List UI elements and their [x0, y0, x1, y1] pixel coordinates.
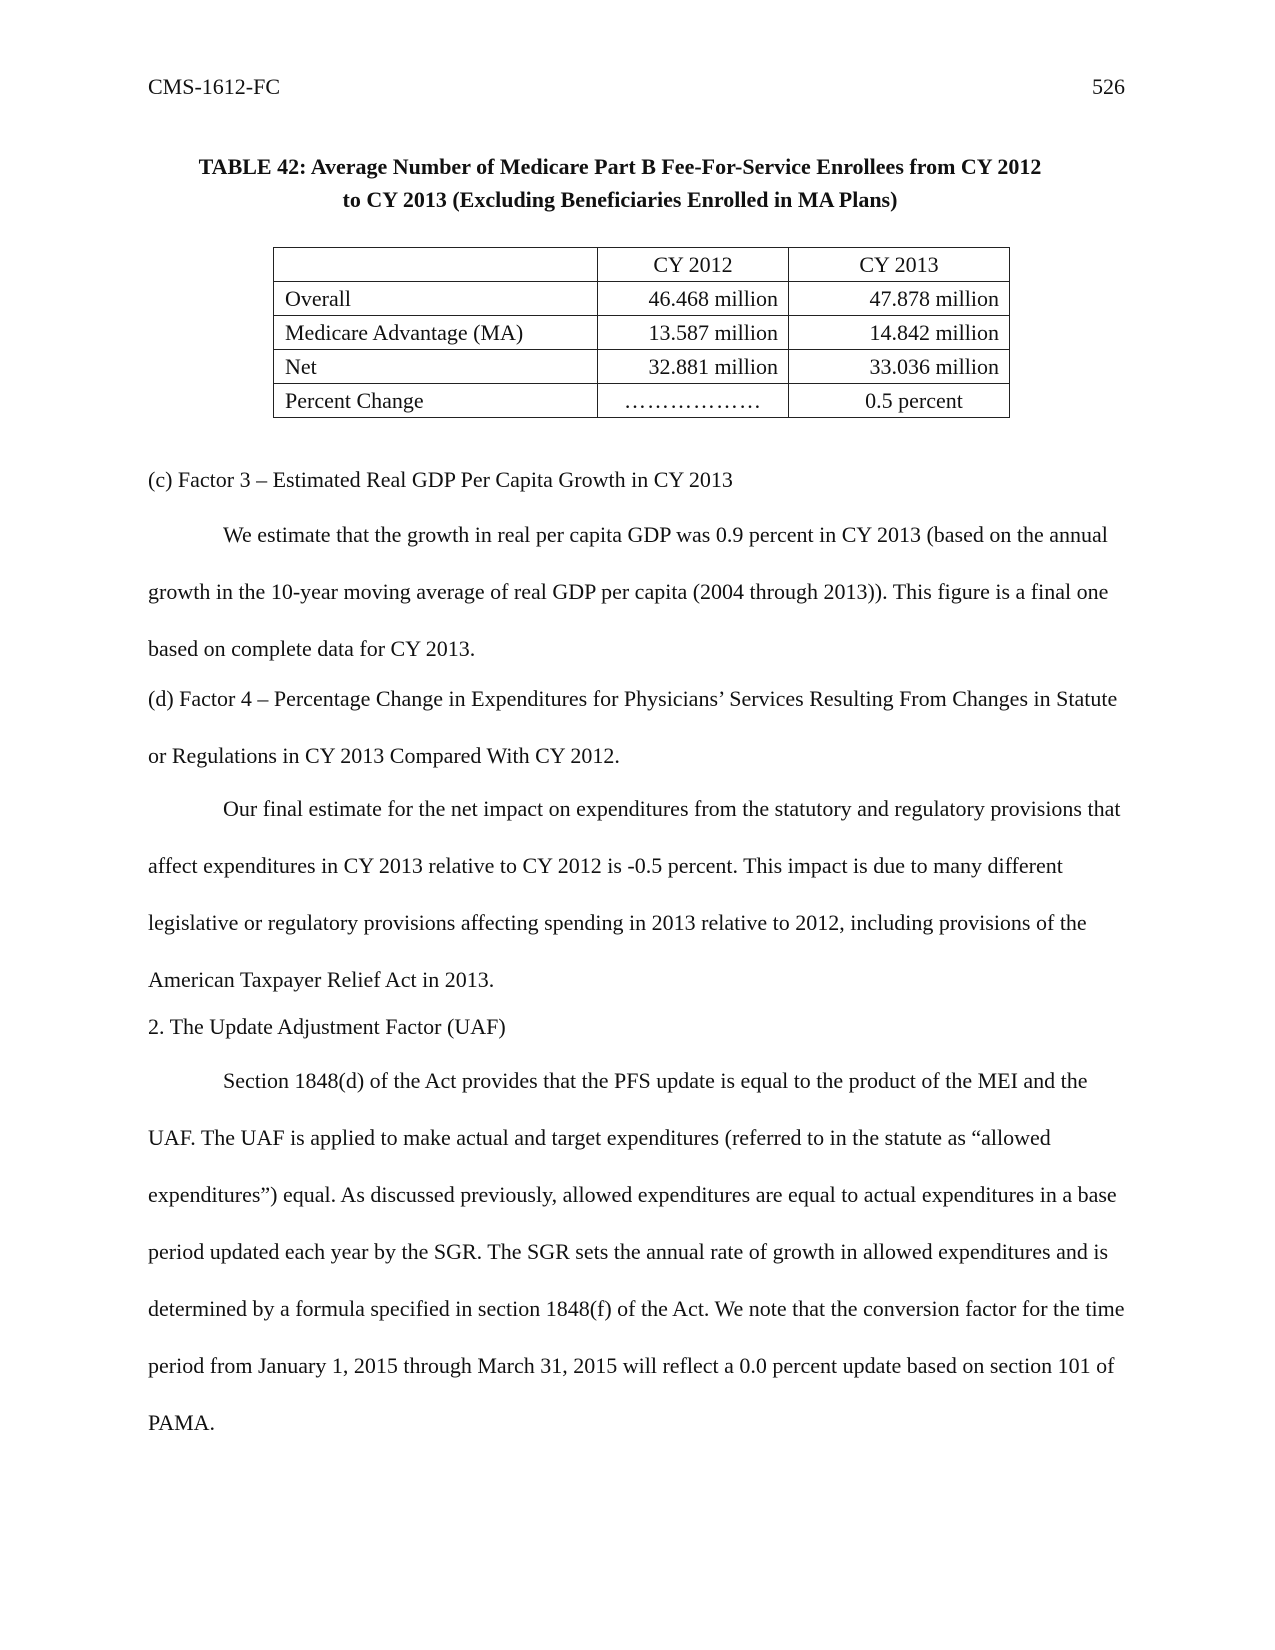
factor3-paragraph: We estimate that the growth in real per capita GDP was 0.9 percent in CY 2013 (based on the annual growth in the 10-year moving average of real GDP per capita (2004 through 2013)). This figure is a final one based on complete data for CY 2013. [148, 522, 1109, 661]
factor4-paragraph: Our final estimate for the net impact on expenditures from the statutory and regulatory provisions that affect expenditures in CY 2013 relative to CY 2012 is -0.5 percent. This impact is due to many different legislative or regulatory provisions affecting spending in 2013 relative to 2012, including provisions of the American Taxpayer Relief Act in 2013. [148, 796, 1121, 992]
header-cell-cy2013: CY 2013 [789, 248, 1010, 282]
cell-cy2012: 32.881 million [598, 350, 789, 384]
factor4-heading: (d) Factor 4 – Percentage Change in Expenditures for Physicians’ Services Resulting From Changes in Statute or Regulations in CY 2013 Compared With CY 2012. [148, 686, 1118, 768]
table-title [120, 150, 1120, 216]
page-number: 526 [1092, 74, 1125, 99]
document-id: CMS-1612-FC [148, 74, 281, 99]
row-label: Overall [274, 282, 598, 316]
table-row [274, 384, 1010, 418]
cell-cy2013: 33.036 million [789, 350, 1010, 384]
header-cell-cy2012: CY 2012 [598, 248, 789, 282]
uaf-paragraph: Section 1848(d) of the Act provides that the PFS update is equal to the product of the MEI and the UAF. The UAF is applied to make actual and target expenditures (referred to in the statute as “allowed expenditures”) equal. As discussed previously, allowed expenditures are equal to actual expenditures in a base period updated each year by the SGR. The SGR sets the annual rate of growth in allowed expenditures and is determined by a formula specified in section 1848(f) of the Act. We note that the conversion factor for the time period from January 1, 2015 through March 31, 2015 will reflect a 0.0 percent update based on section 101 of PAMA. [148, 1068, 1125, 1435]
cell-cy2013: 0.5 percent [789, 384, 1010, 418]
table-row [274, 316, 1010, 350]
uaf-heading: 2. The Update Adjustment Factor (UAF) [148, 1014, 506, 1039]
table-title-line-1: TABLE 42: Average Number of Medicare Part B Fee-For-Service Enrollees from CY 2012 [198, 154, 1042, 179]
row-label: Medicare Advantage (MA) [274, 316, 598, 350]
row-label: Percent Change [274, 384, 598, 418]
cell-cy2012: 46.468 million [598, 282, 789, 316]
cell-cy2012: 13.587 million [598, 316, 789, 350]
enrollees-table [273, 247, 1010, 418]
header-cell-blank [274, 248, 598, 282]
table-row [274, 282, 1010, 316]
cell-cy2012: ……………… [598, 384, 789, 418]
cell-cy2013: 14.842 million [789, 316, 1010, 350]
table-row [274, 350, 1010, 384]
row-label: Net [274, 350, 598, 384]
factor3-heading: (c) Factor 3 – Estimated Real GDP Per Capita Growth in CY 2013 [148, 467, 733, 492]
table-title-line-2: to CY 2013 (Excluding Beneficiaries Enrolled in MA Plans) [342, 187, 898, 212]
cell-cy2013: 47.878 million [789, 282, 1010, 316]
table-header-row [274, 248, 1010, 282]
